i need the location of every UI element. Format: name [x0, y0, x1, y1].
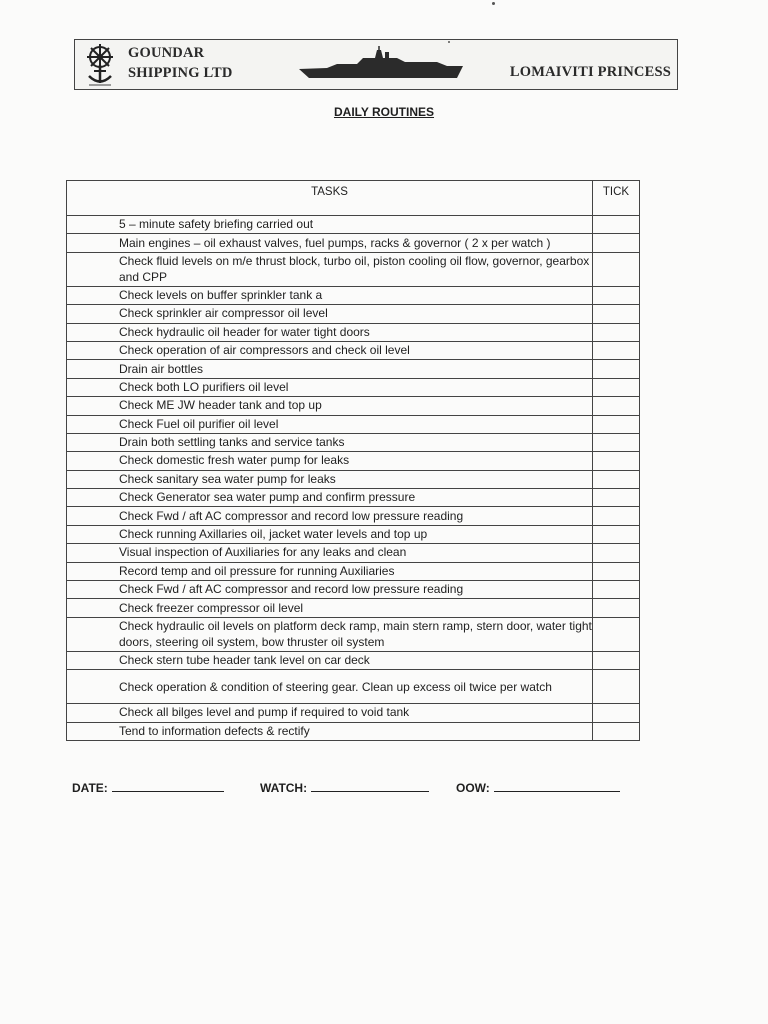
- oow-line[interactable]: [494, 780, 620, 792]
- table-row: [67, 305, 640, 323]
- task-text: Check hydraulic oil header for water tight doors: [67, 323, 593, 341]
- tick-box[interactable]: [593, 378, 640, 396]
- task-text: Check levels on buffer sprinkler tank a: [67, 286, 593, 304]
- watch-field[interactable]: [260, 780, 429, 795]
- table-row: [67, 489, 640, 507]
- task-text: Check operation & condition of steering gear. Clean up excess oil twice per watch: [67, 670, 593, 704]
- tick-box[interactable]: [593, 323, 640, 341]
- table-row: [67, 216, 640, 234]
- task-text: Check domestic fresh water pump for leaks: [67, 452, 593, 470]
- table-row: [67, 525, 640, 543]
- document-title: DAILY ROUTINES: [333, 105, 435, 119]
- task-text: Check sanitary sea water pump for leaks: [67, 470, 593, 488]
- scan-speck: [448, 41, 450, 43]
- oow-label: OOW:: [456, 781, 490, 795]
- watch-label: WATCH:: [260, 781, 308, 795]
- task-text: Check all bilges level and pump if required to void tank: [67, 704, 593, 722]
- task-text: Drain both settling tanks and service tanks: [67, 433, 593, 451]
- table-row: [67, 286, 640, 304]
- oow-field[interactable]: [456, 780, 620, 795]
- date-field[interactable]: [72, 780, 224, 795]
- task-text: Check running Axillaries oil, jacket water levels and top up: [67, 525, 593, 543]
- table-row: [67, 507, 640, 525]
- table-row: [67, 360, 640, 378]
- tick-box[interactable]: [593, 415, 640, 433]
- task-text: Main engines – oil exhaust valves, fuel pumps, racks & governor ( 2 x per watch ): [67, 234, 593, 252]
- task-text: Check stern tube header tank level on car deck: [67, 651, 593, 669]
- tick-box[interactable]: [593, 234, 640, 252]
- task-text: Check both LO purifiers oil level: [67, 378, 593, 396]
- company-name: [128, 43, 233, 83]
- task-text: Record temp and oil pressure for running Auxiliaries: [67, 562, 593, 580]
- task-text: Check Generator sea water pump and confirm pressure: [67, 489, 593, 507]
- tick-box[interactable]: [593, 525, 640, 543]
- table-row: [67, 581, 640, 599]
- letterhead: [74, 39, 678, 90]
- tick-box[interactable]: [593, 507, 640, 525]
- tick-box[interactable]: [593, 452, 640, 470]
- task-text: Check Fwd / aft AC compressor and record low pressure reading: [67, 507, 593, 525]
- table-row: [67, 433, 640, 451]
- tick-box[interactable]: [593, 704, 640, 722]
- tick-box[interactable]: [593, 544, 640, 562]
- date-label: DATE:: [72, 781, 108, 795]
- table-row: [67, 252, 640, 286]
- watch-line[interactable]: [311, 780, 429, 792]
- table-row: [67, 544, 640, 562]
- table-row: [67, 670, 640, 704]
- tick-box[interactable]: [593, 562, 640, 580]
- vessel-name: LOMAIVITI PRINCESS: [509, 64, 671, 80]
- tick-box[interactable]: [593, 470, 640, 488]
- task-list: [67, 216, 640, 741]
- table-row: [67, 378, 640, 396]
- table-row: [67, 323, 640, 341]
- table-row: [67, 341, 640, 359]
- tick-box[interactable]: [593, 599, 640, 617]
- tick-box[interactable]: [593, 617, 640, 651]
- task-text: Check Fuel oil purifier oil level: [67, 415, 593, 433]
- table-row: [67, 599, 640, 617]
- table-row: [67, 617, 640, 651]
- tick-box[interactable]: [593, 651, 640, 669]
- table-row: [67, 415, 640, 433]
- task-text: Visual inspection of Auxiliaries for any leaks and clean: [67, 544, 593, 562]
- tick-box[interactable]: [593, 489, 640, 507]
- task-text: Check sprinkler air compressor oil level: [67, 305, 593, 323]
- tick-box[interactable]: [593, 360, 640, 378]
- tick-box[interactable]: [593, 216, 640, 234]
- column-header-tasks: TASKS: [67, 181, 593, 216]
- ferry-silhouette-icon: [297, 44, 465, 84]
- table-header-row: [67, 181, 640, 216]
- task-text: Check ME JW header tank and top up: [67, 397, 593, 415]
- table-row: [67, 651, 640, 669]
- table-row: [67, 470, 640, 488]
- table-row: [67, 452, 640, 470]
- task-text: Check freezer compressor oil level: [67, 599, 593, 617]
- task-text: Drain air bottles: [67, 360, 593, 378]
- task-text: Check hydraulic oil levels on platform deck ramp, main stern ramp, stern door, water tight doors, steering oil system, bow thruster oil system: [67, 617, 593, 651]
- task-text: 5 – minute safety briefing carried out: [67, 216, 593, 234]
- table-row: [67, 397, 640, 415]
- tick-box[interactable]: [593, 722, 640, 740]
- company-name-line2: SHIPPING LTD: [128, 65, 233, 81]
- ship-wheel-anchor-icon: [81, 43, 119, 87]
- column-header-tick: TICK: [593, 181, 640, 216]
- tick-box[interactable]: [593, 670, 640, 704]
- tick-box[interactable]: [593, 252, 640, 286]
- table-row: [67, 704, 640, 722]
- tick-box[interactable]: [593, 581, 640, 599]
- table-row: [67, 722, 640, 740]
- scan-speck: [492, 2, 495, 5]
- task-text: Check Fwd / aft AC compressor and record low pressure reading: [67, 581, 593, 599]
- tick-box[interactable]: [593, 397, 640, 415]
- task-text: Tend to information defects & rectify: [67, 722, 593, 740]
- task-text: Check operation of air compressors and check oil level: [67, 341, 593, 359]
- tick-box[interactable]: [593, 305, 640, 323]
- tick-box[interactable]: [593, 341, 640, 359]
- tick-box[interactable]: [593, 433, 640, 451]
- company-name-line1: GOUNDAR: [128, 45, 205, 61]
- table-row: [67, 234, 640, 252]
- date-line[interactable]: [112, 780, 224, 792]
- table-row: [67, 562, 640, 580]
- daily-routines-table: [66, 180, 640, 741]
- tick-box[interactable]: [593, 286, 640, 304]
- task-text: Check fluid levels on m/e thrust block, turbo oil, piston cooling oil flow, governor, gearbox and CPP: [67, 252, 593, 286]
